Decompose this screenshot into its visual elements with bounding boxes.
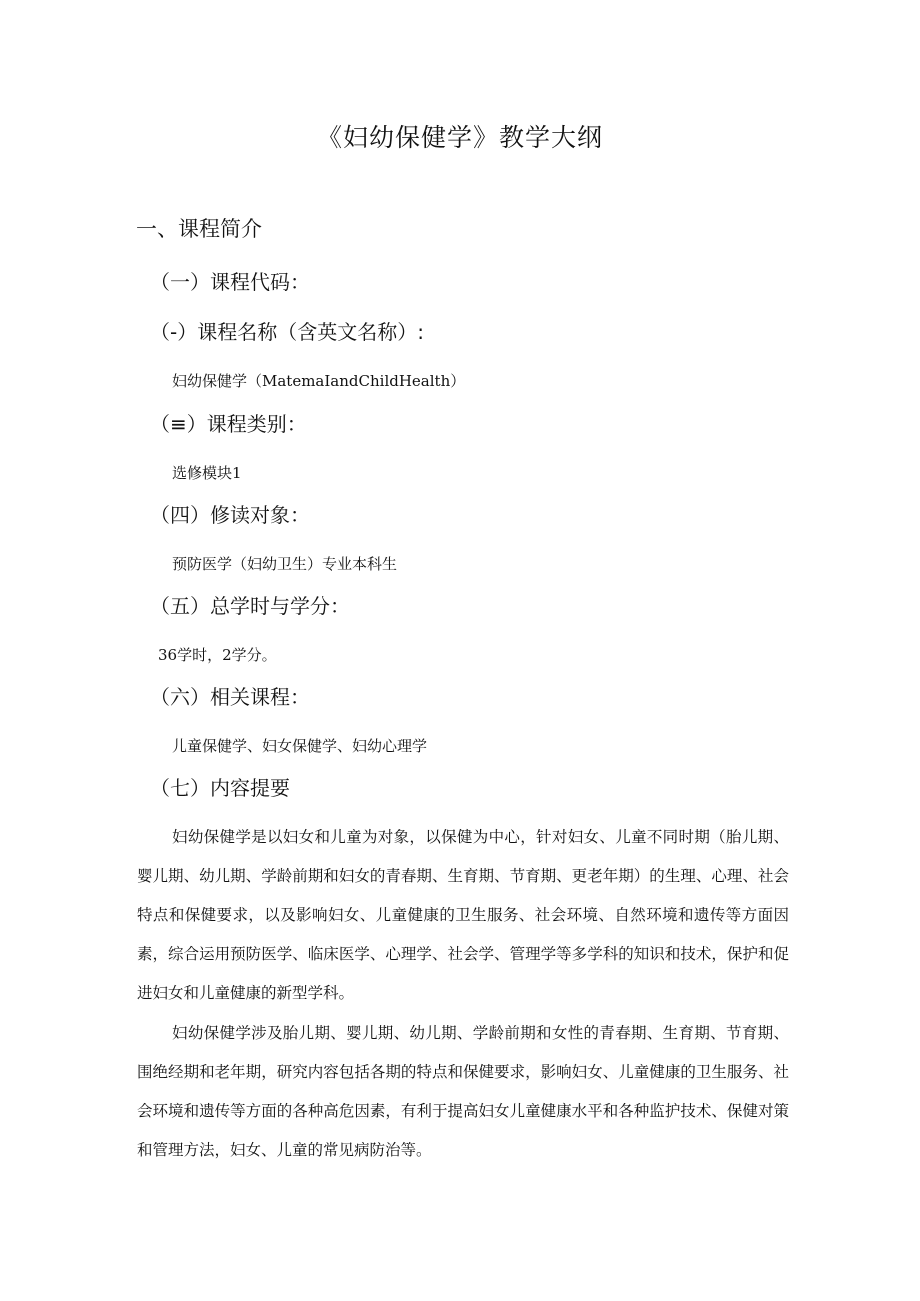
summary-paragraph-2: 妇幼保健学涉及胎儿期、婴儿期、幼儿期、学龄前期和女性的青春期、生育期、节育期、围绝经期和老年期，研究内容包括各期的特点和保健要求，影响妇女、儿童健康的卫生服务、社会环境和遗传等方面的各种高危因素，有利于提高妇女儿童健康水平和各种监护技术、保健对策和管理方法，妇女、儿童的常见病防治等。 (137, 1024, 789, 1159)
course-name-value: 妇幼保健学（MatemaIandChildHealth） (172, 372, 466, 390)
heading-audience: （四）修读对象： (150, 503, 310, 527)
section-heading-course-intro: 一、课程简介 (136, 217, 262, 241)
heading-related-courses: （六）相关课程： (150, 685, 310, 709)
course-category-value: 选修模块1 (172, 464, 242, 482)
heading-course-code: （一）课程代码： (150, 270, 310, 294)
document-title: 《妇幼保健学》教学大纲 (316, 123, 603, 152)
audience-value: 预防医学（妇幼卫生）专业本科生 (172, 555, 398, 573)
heading-course-name: （-）课程名称（含英文名称）: (150, 320, 424, 344)
related-courses-value: 儿童保健学、妇女保健学、妇幼心理学 (172, 737, 428, 755)
summary-paragraph-1: 妇幼保健学是以妇女和儿童为对象，以保健为中心，针对妇女、儿童不同时期（胎儿期、婴儿期、幼儿期、学龄前期和妇女的青春期、生育期、节育期、更老年期）的生理、心理、社会特点和保健要求，以及影响妇女、儿童健康的卫生服务、社会环境、自然环境和遗传等方面因素，综合运用预防医学、临床医学、心理学、社会学、管理学等多学科的知识和技术，保护和促进妇女和儿童健康的新型学科。 (137, 828, 789, 1002)
heading-content-summary: （七）内容提要 (150, 776, 290, 800)
hours-credits-value: 36学时，2学分。 (158, 646, 277, 664)
heading-hours-credits: （五）总学时与学分： (150, 594, 350, 618)
heading-course-category: （≡）课程类别： (150, 412, 307, 436)
